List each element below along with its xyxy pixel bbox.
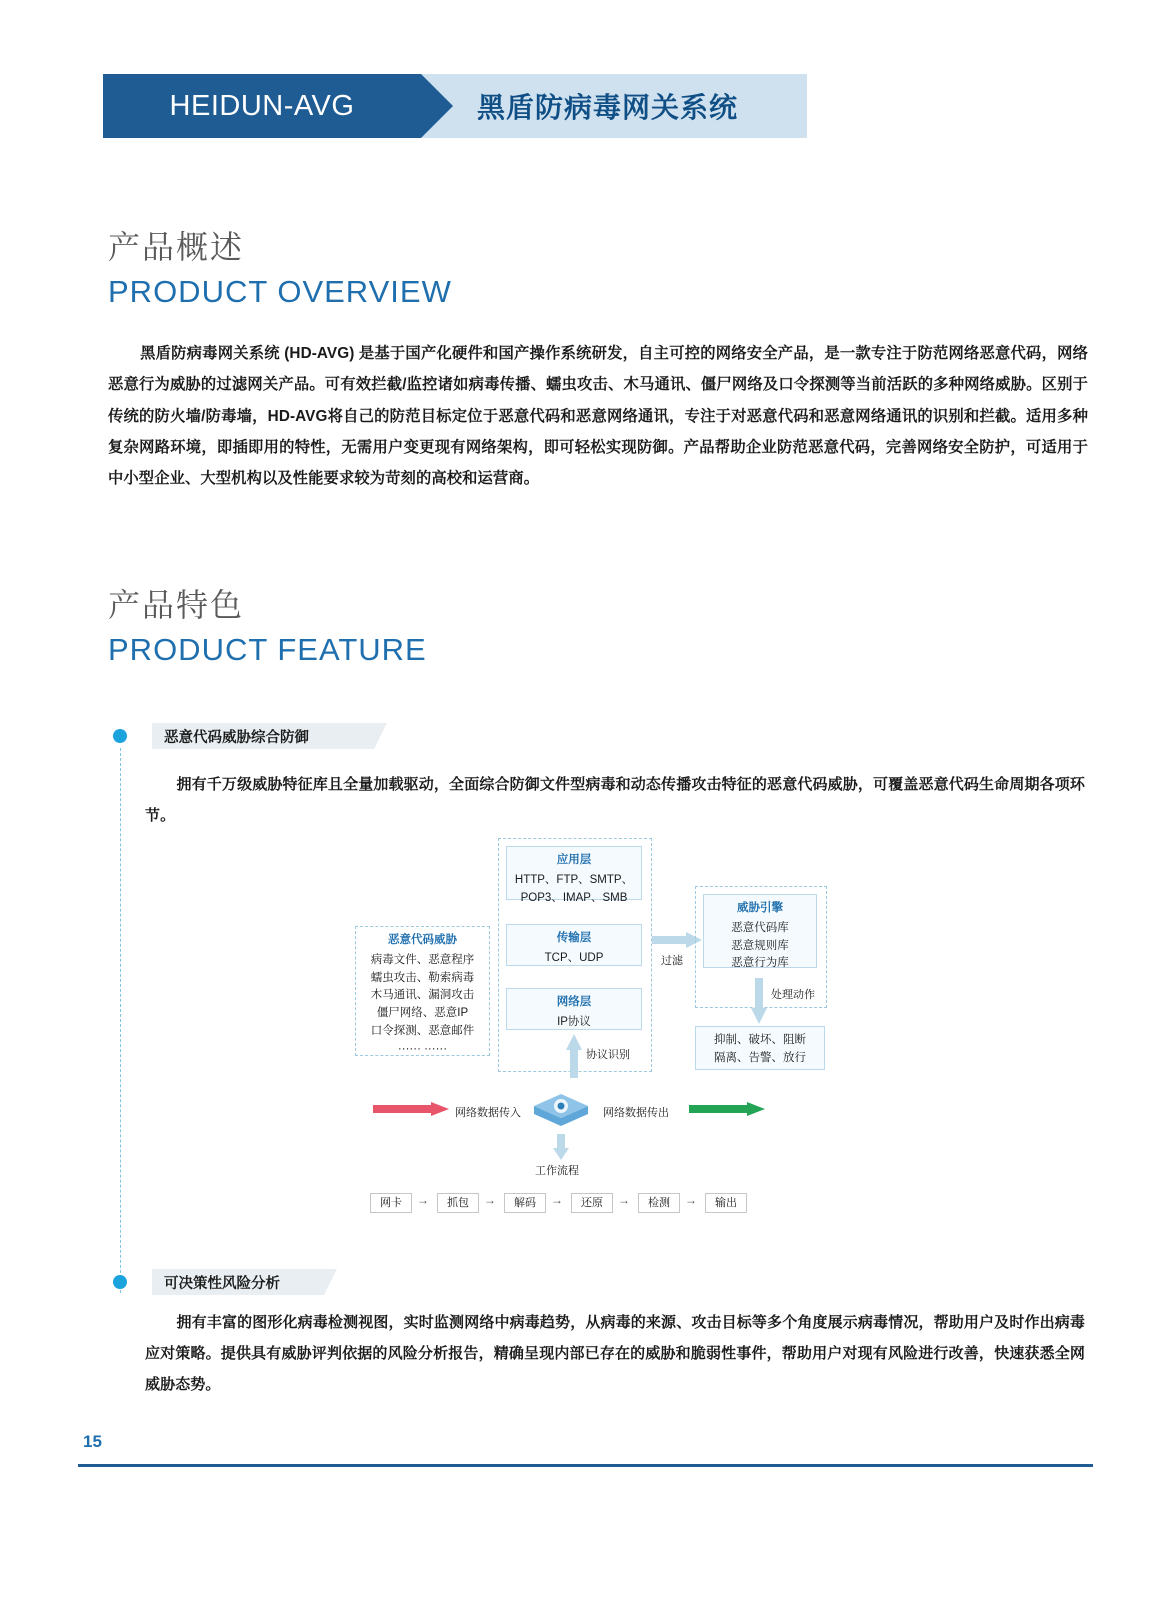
filter-label: 过滤 bbox=[661, 955, 683, 967]
action-line: 抑制、破坏、阻断 bbox=[714, 1034, 806, 1046]
threat-box bbox=[355, 926, 490, 1056]
workflow-step: 还原 bbox=[571, 1193, 613, 1213]
workflow-step: 检测 bbox=[638, 1193, 680, 1213]
section-title-en: PRODUCT FEATURE bbox=[108, 632, 427, 667]
layer-line: IP协议 bbox=[557, 1015, 591, 1028]
workflow-step: 网卡 bbox=[370, 1193, 412, 1213]
workflow-step-arrow-icon: → bbox=[551, 1193, 563, 1207]
section-title-en: PRODUCT OVERVIEW bbox=[108, 274, 452, 309]
actions-box bbox=[695, 1026, 825, 1070]
feature-1-text: 拥有千万级威胁特征库且全量加载驱动，全面综合防御文件型病毒和动态传播攻击特征的恶意代码威胁，可覆盖恶意代码生命周期各项环节。 bbox=[145, 776, 1085, 824]
engine-line: 恶意行为库 bbox=[731, 957, 789, 970]
layer-title: 传输层 bbox=[556, 932, 592, 944]
threat-engine-box bbox=[703, 894, 817, 968]
engine-line: 恶意规则库 bbox=[731, 939, 789, 952]
feature-1-paragraph bbox=[145, 770, 1085, 832]
overview-paragraph-text: 黑盾防病毒网关系统 (HD-AVG) 是基于国产化硬件和国产操作系统研发，自主可控的网络安全产品，是一款专注于防范网络恶意代码，网络恶意行为威胁的过滤网关产品。可有效拦截/监控诸如病毒传播、蠕虫攻击、木马通讯、僵尸网络及口令探测等当前活跃的多种网络威胁。区别于传统的防火墙/防毒墙，HD-AVG将自己的防范目标定位于恶意代码和恶意网络通讯，专注于对恶意代码和恶意网络通讯的识别和拦截。适用多种复杂网路环境，即插即用的特性，无需用户变更现有网络架构，即可轻松实现防御。产品帮助企业防范恶意代码，完善网络安全防护，可适用于中小型企业、大型机构以及性能要求较为苛刻的高校和运营商。 bbox=[108, 345, 1088, 488]
engine-line: 恶意代码库 bbox=[731, 921, 789, 934]
gateway-device-icon bbox=[530, 1090, 592, 1130]
feature-2-text: 拥有丰富的图形化病毒检测视图，实时监测网络中病毒趋势，从病毒的来源、攻击目标等多个角度展示病毒情况，帮助用户及时作出病毒应对策略。提供具有威胁评判依据的风险分析报告，精确呈现内部已存在的威胁和脆弱性事件，帮助用户对现有风险进行改善，快速获悉全网威胁态势。 bbox=[145, 1314, 1085, 1393]
workflow-step-arrow-icon: → bbox=[484, 1193, 496, 1207]
page-number: 15 bbox=[83, 1432, 102, 1451]
layer-transport bbox=[506, 924, 642, 966]
feature-tag-1: 恶意代码威胁综合防御 bbox=[152, 723, 374, 749]
feature-bullet bbox=[113, 729, 127, 743]
handle-action-label: 处理动作 bbox=[771, 989, 815, 1001]
handle-action-arrow-icon bbox=[751, 978, 767, 1026]
section-heading-overview bbox=[108, 222, 452, 310]
layer-network bbox=[506, 988, 642, 1030]
action-line: 隔离、告警、放行 bbox=[714, 1051, 806, 1064]
data-out-arrow-icon bbox=[689, 1102, 765, 1116]
threat-line: 蠕虫攻击、勒索病毒 bbox=[370, 971, 475, 984]
feature-tag-2: 可决策性风险分析 bbox=[152, 1269, 324, 1295]
workflow-label: 工作流程 bbox=[535, 1165, 579, 1177]
feature-2-paragraph bbox=[145, 1308, 1085, 1400]
threat-box-title: 恶意代码威胁 bbox=[388, 934, 457, 946]
data-out-label: 网络数据传出 bbox=[603, 1107, 669, 1119]
workflow-step-arrow-icon: → bbox=[417, 1193, 429, 1207]
threat-line: 口令探测、恶意邮件 bbox=[370, 1025, 475, 1038]
data-in-arrow-icon bbox=[373, 1102, 449, 1116]
data-in-label: 网络数据传入 bbox=[455, 1107, 521, 1119]
section-title-cn: 产品概述 bbox=[108, 229, 245, 265]
feature-bullet bbox=[113, 1275, 127, 1289]
section-heading-feature bbox=[108, 580, 427, 668]
product-name-banner: 黑盾防病毒网关系统 bbox=[421, 74, 807, 138]
workflow-arrow-icon bbox=[553, 1134, 569, 1160]
workflow-step-arrow-icon: → bbox=[618, 1193, 630, 1207]
page-header bbox=[103, 74, 807, 138]
footer-rule bbox=[78, 1464, 1093, 1467]
overview-paragraph bbox=[108, 338, 1088, 495]
workflow-step-arrow-icon: → bbox=[685, 1193, 697, 1207]
threat-line: 僵尸网络、恶意IP bbox=[376, 1007, 469, 1020]
section-title-cn: 产品特色 bbox=[108, 587, 245, 623]
feature-timeline-line bbox=[120, 748, 122, 1293]
threat-line: 病毒文件、恶意程序 bbox=[370, 953, 475, 966]
architecture-diagram bbox=[355, 838, 825, 1228]
layer-line: TCP、UDP bbox=[544, 951, 604, 964]
threat-line: ······ ······ bbox=[397, 1042, 448, 1055]
workflow-step: 输出 bbox=[705, 1193, 747, 1213]
layer-line: POP3、IMAP、SMB bbox=[520, 891, 628, 904]
layer-title: 网络层 bbox=[556, 996, 592, 1008]
layer-title: 应用层 bbox=[556, 854, 592, 866]
threat-line: 木马通讯、漏洞攻击 bbox=[370, 989, 475, 1002]
layer-line: HTTP、FTP、SMTP、 bbox=[514, 873, 634, 886]
engine-title: 威胁引擎 bbox=[737, 902, 783, 914]
protocol-id-label: 协议识别 bbox=[586, 1049, 630, 1061]
protocol-arrow-icon bbox=[566, 1034, 582, 1078]
workflow-step: 解码 bbox=[504, 1193, 546, 1213]
product-code-banner: HEIDUN-AVG bbox=[103, 74, 421, 138]
layer-application bbox=[506, 846, 642, 904]
workflow-step: 抓包 bbox=[437, 1193, 479, 1213]
